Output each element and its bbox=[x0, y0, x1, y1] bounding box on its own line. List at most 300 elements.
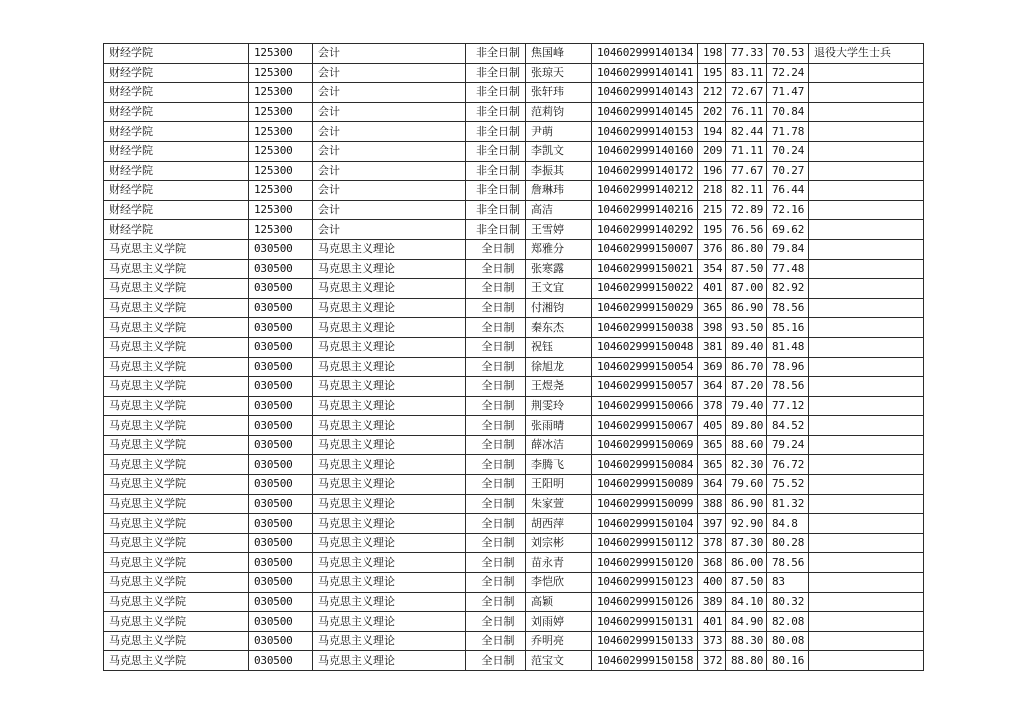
major-name-cell: 马克思主义理论 bbox=[313, 396, 466, 416]
retest-score-cell: 86.90 bbox=[726, 298, 767, 318]
exam-id-cell: 104602999150133 bbox=[592, 631, 698, 651]
total-score-cell: 70.24 bbox=[767, 141, 809, 161]
college-cell: 马克思主义学院 bbox=[104, 357, 249, 377]
total-score-cell: 76.72 bbox=[767, 455, 809, 475]
table-row bbox=[104, 455, 924, 475]
note-cell bbox=[809, 141, 924, 161]
note-cell bbox=[809, 514, 924, 534]
college-cell: 马克思主义学院 bbox=[104, 455, 249, 475]
initial-score-cell: 365 bbox=[698, 435, 726, 455]
major-name-cell: 马克思主义理论 bbox=[313, 435, 466, 455]
note-cell bbox=[809, 298, 924, 318]
total-score-cell: 78.56 bbox=[767, 298, 809, 318]
note-cell bbox=[809, 357, 924, 377]
study-mode-cell: 全日制 bbox=[466, 396, 526, 416]
total-score-cell: 71.78 bbox=[767, 122, 809, 142]
note-cell bbox=[809, 239, 924, 259]
initial-score-cell: 389 bbox=[698, 592, 726, 612]
table-row bbox=[104, 416, 924, 436]
initial-score-cell: 388 bbox=[698, 494, 726, 514]
retest-score-cell: 86.00 bbox=[726, 553, 767, 573]
exam-id-cell: 104602999150022 bbox=[592, 279, 698, 299]
major-code-cell: 030500 bbox=[249, 553, 313, 573]
table-row bbox=[104, 122, 924, 142]
exam-id-cell: 104602999150054 bbox=[592, 357, 698, 377]
major-code-cell: 030500 bbox=[249, 475, 313, 495]
study-mode-cell: 全日制 bbox=[466, 416, 526, 436]
note-cell bbox=[809, 435, 924, 455]
major-name-cell: 马克思主义理论 bbox=[313, 651, 466, 671]
study-mode-cell: 全日制 bbox=[466, 553, 526, 573]
table-row bbox=[104, 318, 924, 338]
student-name-cell: 焦国峰 bbox=[526, 44, 592, 64]
study-mode-cell: 全日制 bbox=[466, 259, 526, 279]
initial-score-cell: 401 bbox=[698, 279, 726, 299]
initial-score-cell: 354 bbox=[698, 259, 726, 279]
college-cell: 马克思主义学院 bbox=[104, 533, 249, 553]
total-score-cell: 77.12 bbox=[767, 396, 809, 416]
exam-id-cell: 104602999140292 bbox=[592, 220, 698, 240]
major-name-cell: 会计 bbox=[313, 220, 466, 240]
initial-score-cell: 369 bbox=[698, 357, 726, 377]
study-mode-cell: 非全日制 bbox=[466, 181, 526, 201]
exam-id-cell: 104602999150066 bbox=[592, 396, 698, 416]
exam-id-cell: 104602999140172 bbox=[592, 161, 698, 181]
note-cell bbox=[809, 494, 924, 514]
student-name-cell: 范宝文 bbox=[526, 651, 592, 671]
exam-id-cell: 104602999150007 bbox=[592, 239, 698, 259]
student-name-cell: 李恺欣 bbox=[526, 573, 592, 593]
exam-id-cell: 104602999150120 bbox=[592, 553, 698, 573]
retest-score-cell: 86.70 bbox=[726, 357, 767, 377]
note-cell bbox=[809, 651, 924, 671]
student-name-cell: 詹琳玮 bbox=[526, 181, 592, 201]
college-cell: 马克思主义学院 bbox=[104, 337, 249, 357]
major-name-cell: 马克思主义理论 bbox=[313, 612, 466, 632]
retest-score-cell: 82.44 bbox=[726, 122, 767, 142]
study-mode-cell: 非全日制 bbox=[466, 63, 526, 83]
note-cell bbox=[809, 553, 924, 573]
total-score-cell: 78.56 bbox=[767, 377, 809, 397]
table-row bbox=[104, 220, 924, 240]
student-name-cell: 祝钰 bbox=[526, 337, 592, 357]
major-code-cell: 030500 bbox=[249, 357, 313, 377]
student-name-cell: 范莉钧 bbox=[526, 102, 592, 122]
table-row bbox=[104, 396, 924, 416]
table-row bbox=[104, 141, 924, 161]
student-name-cell: 郑雅分 bbox=[526, 239, 592, 259]
major-name-cell: 马克思主义理论 bbox=[313, 377, 466, 397]
initial-score-cell: 195 bbox=[698, 63, 726, 83]
college-cell: 马克思主义学院 bbox=[104, 396, 249, 416]
initial-score-cell: 364 bbox=[698, 377, 726, 397]
college-cell: 马克思主义学院 bbox=[104, 435, 249, 455]
student-name-cell: 王雪婷 bbox=[526, 220, 592, 240]
study-mode-cell: 全日制 bbox=[466, 357, 526, 377]
table-row bbox=[104, 435, 924, 455]
note-cell bbox=[809, 533, 924, 553]
major-code-cell: 030500 bbox=[249, 533, 313, 553]
college-cell: 财经学院 bbox=[104, 200, 249, 220]
study-mode-cell: 全日制 bbox=[466, 514, 526, 534]
student-name-cell: 刘宗彬 bbox=[526, 533, 592, 553]
college-cell: 财经学院 bbox=[104, 44, 249, 64]
major-code-cell: 030500 bbox=[249, 259, 313, 279]
study-mode-cell: 非全日制 bbox=[466, 200, 526, 220]
table-row bbox=[104, 631, 924, 651]
major-code-cell: 030500 bbox=[249, 416, 313, 436]
total-score-cell: 70.53 bbox=[767, 44, 809, 64]
study-mode-cell: 非全日制 bbox=[466, 44, 526, 64]
retest-score-cell: 71.11 bbox=[726, 141, 767, 161]
college-cell: 马克思主义学院 bbox=[104, 416, 249, 436]
table-row bbox=[104, 161, 924, 181]
note-cell bbox=[809, 455, 924, 475]
exam-id-cell: 104602999150131 bbox=[592, 612, 698, 632]
study-mode-cell: 全日制 bbox=[466, 533, 526, 553]
total-score-cell: 82.92 bbox=[767, 279, 809, 299]
retest-score-cell: 82.11 bbox=[726, 181, 767, 201]
college-cell: 财经学院 bbox=[104, 122, 249, 142]
total-score-cell: 81.32 bbox=[767, 494, 809, 514]
table-row bbox=[104, 494, 924, 514]
major-code-cell: 125300 bbox=[249, 122, 313, 142]
total-score-cell: 84.52 bbox=[767, 416, 809, 436]
note-cell bbox=[809, 102, 924, 122]
study-mode-cell: 全日制 bbox=[466, 651, 526, 671]
initial-score-cell: 212 bbox=[698, 83, 726, 103]
note-cell bbox=[809, 63, 924, 83]
table-row bbox=[104, 337, 924, 357]
college-cell: 马克思主义学院 bbox=[104, 612, 249, 632]
total-score-cell: 84.8 bbox=[767, 514, 809, 534]
student-name-cell: 秦东杰 bbox=[526, 318, 592, 338]
total-score-cell: 69.62 bbox=[767, 220, 809, 240]
student-name-cell: 付湘钧 bbox=[526, 298, 592, 318]
retest-score-cell: 79.40 bbox=[726, 396, 767, 416]
initial-score-cell: 194 bbox=[698, 122, 726, 142]
note-cell bbox=[809, 279, 924, 299]
study-mode-cell: 全日制 bbox=[466, 455, 526, 475]
exam-id-cell: 104602999140160 bbox=[592, 141, 698, 161]
exam-id-cell: 104602999150069 bbox=[592, 435, 698, 455]
student-name-cell: 徐旭龙 bbox=[526, 357, 592, 377]
retest-score-cell: 83.11 bbox=[726, 63, 767, 83]
major-name-cell: 会计 bbox=[313, 63, 466, 83]
retest-score-cell: 77.67 bbox=[726, 161, 767, 181]
major-code-cell: 030500 bbox=[249, 631, 313, 651]
total-score-cell: 83 bbox=[767, 573, 809, 593]
total-score-cell: 80.28 bbox=[767, 533, 809, 553]
initial-score-cell: 195 bbox=[698, 220, 726, 240]
initial-score-cell: 209 bbox=[698, 141, 726, 161]
study-mode-cell: 全日制 bbox=[466, 612, 526, 632]
exam-id-cell: 104602999150099 bbox=[592, 494, 698, 514]
college-cell: 马克思主义学院 bbox=[104, 514, 249, 534]
major-name-cell: 会计 bbox=[313, 102, 466, 122]
table-row bbox=[104, 377, 924, 397]
table-row bbox=[104, 102, 924, 122]
exam-id-cell: 104602999150112 bbox=[592, 533, 698, 553]
major-code-cell: 125300 bbox=[249, 181, 313, 201]
total-score-cell: 76.44 bbox=[767, 181, 809, 201]
note-cell bbox=[809, 181, 924, 201]
major-name-cell: 会计 bbox=[313, 181, 466, 201]
college-cell: 马克思主义学院 bbox=[104, 553, 249, 573]
note-cell bbox=[809, 475, 924, 495]
retest-score-cell: 87.00 bbox=[726, 279, 767, 299]
note-cell bbox=[809, 220, 924, 240]
note-cell bbox=[809, 573, 924, 593]
major-name-cell: 马克思主义理论 bbox=[313, 279, 466, 299]
major-code-cell: 030500 bbox=[249, 435, 313, 455]
student-name-cell: 王文宜 bbox=[526, 279, 592, 299]
table-row bbox=[104, 181, 924, 201]
exam-id-cell: 104602999150084 bbox=[592, 455, 698, 475]
initial-score-cell: 376 bbox=[698, 239, 726, 259]
study-mode-cell: 全日制 bbox=[466, 279, 526, 299]
total-score-cell: 70.84 bbox=[767, 102, 809, 122]
major-code-cell: 030500 bbox=[249, 494, 313, 514]
initial-score-cell: 378 bbox=[698, 396, 726, 416]
exam-id-cell: 104602999150123 bbox=[592, 573, 698, 593]
major-code-cell: 030500 bbox=[249, 377, 313, 397]
table-row bbox=[104, 475, 924, 495]
initial-score-cell: 400 bbox=[698, 573, 726, 593]
student-name-cell: 张琼天 bbox=[526, 63, 592, 83]
major-code-cell: 125300 bbox=[249, 83, 313, 103]
note-cell bbox=[809, 337, 924, 357]
major-name-cell: 马克思主义理论 bbox=[313, 631, 466, 651]
retest-score-cell: 72.67 bbox=[726, 83, 767, 103]
college-cell: 马克思主义学院 bbox=[104, 279, 249, 299]
table-row bbox=[104, 239, 924, 259]
retest-score-cell: 88.80 bbox=[726, 651, 767, 671]
total-score-cell: 70.27 bbox=[767, 161, 809, 181]
major-code-cell: 030500 bbox=[249, 573, 313, 593]
exam-id-cell: 104602999150104 bbox=[592, 514, 698, 534]
college-cell: 财经学院 bbox=[104, 220, 249, 240]
total-score-cell: 81.48 bbox=[767, 337, 809, 357]
table-row bbox=[104, 573, 924, 593]
study-mode-cell: 全日制 bbox=[466, 318, 526, 338]
major-code-cell: 030500 bbox=[249, 455, 313, 475]
study-mode-cell: 非全日制 bbox=[466, 161, 526, 181]
student-name-cell: 尹萌 bbox=[526, 122, 592, 142]
retest-score-cell: 86.80 bbox=[726, 239, 767, 259]
total-score-cell: 72.24 bbox=[767, 63, 809, 83]
major-code-cell: 125300 bbox=[249, 63, 313, 83]
student-name-cell: 张寒露 bbox=[526, 259, 592, 279]
exam-id-cell: 104602999140141 bbox=[592, 63, 698, 83]
total-score-cell: 78.56 bbox=[767, 553, 809, 573]
initial-score-cell: 218 bbox=[698, 181, 726, 201]
note-cell bbox=[809, 612, 924, 632]
table-row bbox=[104, 83, 924, 103]
note-cell: 退役大学生士兵 bbox=[809, 44, 924, 64]
student-name-cell: 李振其 bbox=[526, 161, 592, 181]
major-name-cell: 马克思主义理论 bbox=[313, 337, 466, 357]
college-cell: 马克思主义学院 bbox=[104, 494, 249, 514]
major-name-cell: 会计 bbox=[313, 141, 466, 161]
study-mode-cell: 非全日制 bbox=[466, 102, 526, 122]
retest-score-cell: 79.60 bbox=[726, 475, 767, 495]
initial-score-cell: 364 bbox=[698, 475, 726, 495]
major-name-cell: 会计 bbox=[313, 83, 466, 103]
student-name-cell: 李凯文 bbox=[526, 141, 592, 161]
major-code-cell: 030500 bbox=[249, 514, 313, 534]
college-cell: 财经学院 bbox=[104, 83, 249, 103]
study-mode-cell: 全日制 bbox=[466, 239, 526, 259]
exam-id-cell: 104602999150048 bbox=[592, 337, 698, 357]
study-mode-cell: 全日制 bbox=[466, 337, 526, 357]
initial-score-cell: 368 bbox=[698, 553, 726, 573]
initial-score-cell: 398 bbox=[698, 318, 726, 338]
major-code-cell: 030500 bbox=[249, 651, 313, 671]
exam-id-cell: 104602999140143 bbox=[592, 83, 698, 103]
major-code-cell: 030500 bbox=[249, 239, 313, 259]
retest-score-cell: 87.50 bbox=[726, 259, 767, 279]
initial-score-cell: 378 bbox=[698, 533, 726, 553]
major-name-cell: 会计 bbox=[313, 161, 466, 181]
note-cell bbox=[809, 318, 924, 338]
table-row bbox=[104, 533, 924, 553]
college-cell: 马克思主义学院 bbox=[104, 318, 249, 338]
retest-score-cell: 87.50 bbox=[726, 573, 767, 593]
exam-id-cell: 104602999150126 bbox=[592, 592, 698, 612]
total-score-cell: 75.52 bbox=[767, 475, 809, 495]
college-cell: 马克思主义学院 bbox=[104, 651, 249, 671]
note-cell bbox=[809, 259, 924, 279]
major-name-cell: 马克思主义理论 bbox=[313, 239, 466, 259]
exam-id-cell: 104602999150029 bbox=[592, 298, 698, 318]
total-score-cell: 79.24 bbox=[767, 435, 809, 455]
major-code-cell: 030500 bbox=[249, 612, 313, 632]
major-name-cell: 马克思主义理论 bbox=[313, 298, 466, 318]
note-cell bbox=[809, 396, 924, 416]
retest-score-cell: 88.30 bbox=[726, 631, 767, 651]
student-name-cell: 薛冰洁 bbox=[526, 435, 592, 455]
initial-score-cell: 365 bbox=[698, 298, 726, 318]
study-mode-cell: 全日制 bbox=[466, 435, 526, 455]
study-mode-cell: 全日制 bbox=[466, 298, 526, 318]
student-name-cell: 张雨晴 bbox=[526, 416, 592, 436]
exam-id-cell: 104602999140134 bbox=[592, 44, 698, 64]
major-code-cell: 030500 bbox=[249, 279, 313, 299]
major-code-cell: 125300 bbox=[249, 200, 313, 220]
major-name-cell: 马克思主义理论 bbox=[313, 455, 466, 475]
exam-id-cell: 104602999150038 bbox=[592, 318, 698, 338]
retest-score-cell: 76.11 bbox=[726, 102, 767, 122]
initial-score-cell: 373 bbox=[698, 631, 726, 651]
student-name-cell: 荆雯玲 bbox=[526, 396, 592, 416]
study-mode-cell: 全日制 bbox=[466, 573, 526, 593]
initial-score-cell: 381 bbox=[698, 337, 726, 357]
note-cell bbox=[809, 122, 924, 142]
study-mode-cell: 非全日制 bbox=[466, 220, 526, 240]
table-row bbox=[104, 553, 924, 573]
retest-score-cell: 86.90 bbox=[726, 494, 767, 514]
table-row bbox=[104, 63, 924, 83]
student-name-cell: 李腾飞 bbox=[526, 455, 592, 475]
total-score-cell: 80.16 bbox=[767, 651, 809, 671]
note-cell bbox=[809, 161, 924, 181]
major-code-cell: 030500 bbox=[249, 298, 313, 318]
table-row bbox=[104, 279, 924, 299]
college-cell: 财经学院 bbox=[104, 63, 249, 83]
college-cell: 马克思主义学院 bbox=[104, 631, 249, 651]
total-score-cell: 78.96 bbox=[767, 357, 809, 377]
student-name-cell: 胡西萍 bbox=[526, 514, 592, 534]
retest-score-cell: 89.80 bbox=[726, 416, 767, 436]
major-name-cell: 马克思主义理论 bbox=[313, 533, 466, 553]
major-name-cell: 马克思主义理论 bbox=[313, 259, 466, 279]
initial-score-cell: 401 bbox=[698, 612, 726, 632]
college-cell: 马克思主义学院 bbox=[104, 475, 249, 495]
total-score-cell: 85.16 bbox=[767, 318, 809, 338]
retest-score-cell: 87.20 bbox=[726, 377, 767, 397]
table-row bbox=[104, 514, 924, 534]
major-name-cell: 马克思主义理论 bbox=[313, 416, 466, 436]
total-score-cell: 80.08 bbox=[767, 631, 809, 651]
major-code-cell: 125300 bbox=[249, 102, 313, 122]
retest-score-cell: 93.50 bbox=[726, 318, 767, 338]
note-cell bbox=[809, 83, 924, 103]
initial-score-cell: 365 bbox=[698, 455, 726, 475]
study-mode-cell: 全日制 bbox=[466, 475, 526, 495]
retest-score-cell: 87.30 bbox=[726, 533, 767, 553]
retest-score-cell: 88.60 bbox=[726, 435, 767, 455]
total-score-cell: 77.48 bbox=[767, 259, 809, 279]
college-cell: 财经学院 bbox=[104, 141, 249, 161]
total-score-cell: 71.47 bbox=[767, 83, 809, 103]
student-name-cell: 高洁 bbox=[526, 200, 592, 220]
retest-score-cell: 84.10 bbox=[726, 592, 767, 612]
exam-id-cell: 104602999150158 bbox=[592, 651, 698, 671]
admission-roster-table bbox=[103, 43, 924, 671]
retest-score-cell: 84.90 bbox=[726, 612, 767, 632]
initial-score-cell: 215 bbox=[698, 200, 726, 220]
total-score-cell: 72.16 bbox=[767, 200, 809, 220]
retest-score-cell: 72.89 bbox=[726, 200, 767, 220]
exam-id-cell: 104602999140153 bbox=[592, 122, 698, 142]
note-cell bbox=[809, 631, 924, 651]
study-mode-cell: 非全日制 bbox=[466, 83, 526, 103]
major-code-cell: 030500 bbox=[249, 318, 313, 338]
exam-id-cell: 104602999140216 bbox=[592, 200, 698, 220]
initial-score-cell: 405 bbox=[698, 416, 726, 436]
major-code-cell: 125300 bbox=[249, 161, 313, 181]
initial-score-cell: 196 bbox=[698, 161, 726, 181]
college-cell: 马克思主义学院 bbox=[104, 239, 249, 259]
exam-id-cell: 104602999150067 bbox=[592, 416, 698, 436]
roster-body bbox=[104, 44, 924, 671]
study-mode-cell: 非全日制 bbox=[466, 122, 526, 142]
major-name-cell: 马克思主义理论 bbox=[313, 357, 466, 377]
exam-id-cell: 104602999140212 bbox=[592, 181, 698, 201]
table-row bbox=[104, 357, 924, 377]
major-code-cell: 125300 bbox=[249, 44, 313, 64]
retest-score-cell: 77.33 bbox=[726, 44, 767, 64]
retest-score-cell: 76.56 bbox=[726, 220, 767, 240]
exam-id-cell: 104602999140145 bbox=[592, 102, 698, 122]
table-row bbox=[104, 200, 924, 220]
college-cell: 马克思主义学院 bbox=[104, 259, 249, 279]
initial-score-cell: 397 bbox=[698, 514, 726, 534]
major-name-cell: 马克思主义理论 bbox=[313, 592, 466, 612]
college-cell: 财经学院 bbox=[104, 102, 249, 122]
major-name-cell: 会计 bbox=[313, 122, 466, 142]
